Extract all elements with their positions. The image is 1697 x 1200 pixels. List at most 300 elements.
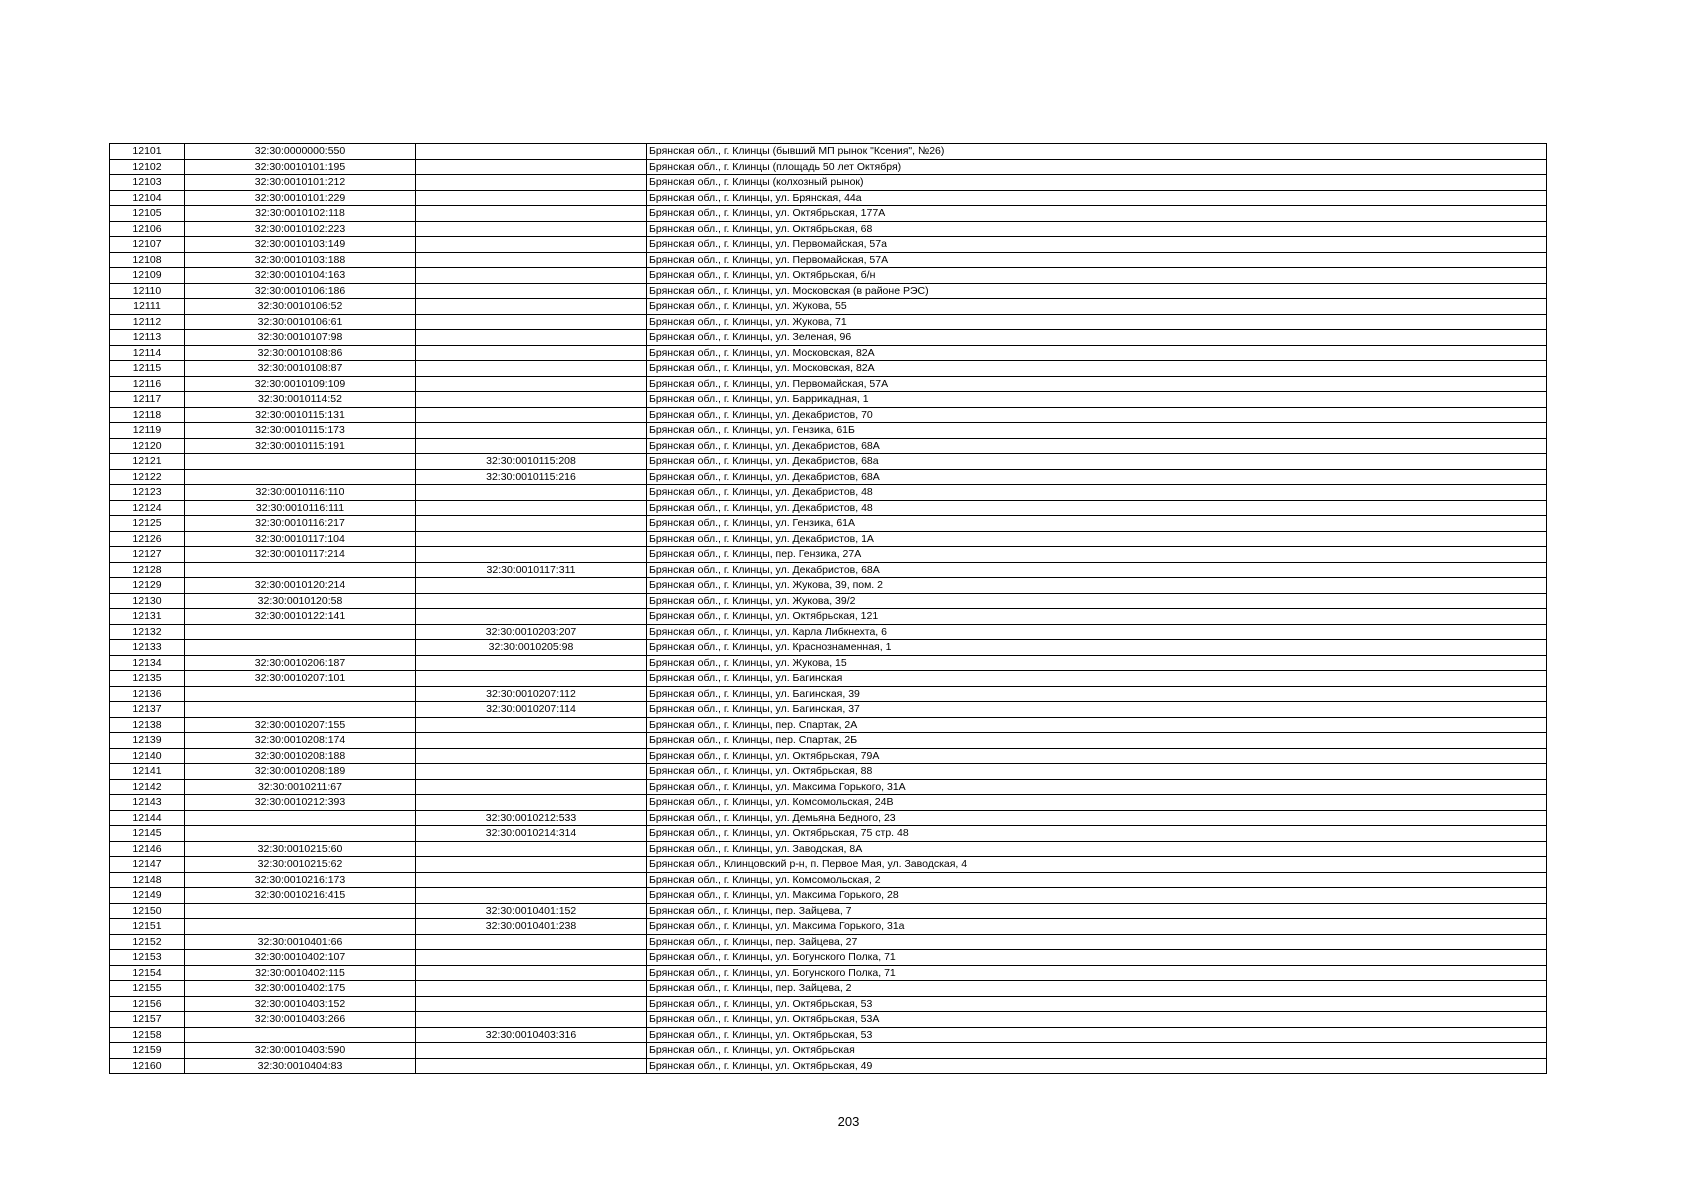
table-row: [110, 547, 1547, 563]
table-row: [110, 314, 1547, 330]
row-number-cell: 12104: [110, 190, 185, 206]
address-cell: Брянская обл., г. Клинцы, ул. Жукова, 39, пом. 2: [647, 578, 1547, 594]
cadastral-number-cell: 32:30:0010212:393: [185, 795, 416, 811]
table-row: [110, 950, 1547, 966]
cadastral-number-alt-cell: [416, 330, 647, 346]
cadastral-number-alt-cell: [416, 872, 647, 888]
address-cell: Брянская обл., г. Клинцы, ул. Октябрьская, 68: [647, 221, 1547, 237]
cadastral-number-alt-cell: [416, 144, 647, 160]
cadastral-number-alt-cell: [416, 934, 647, 950]
cadastral-number-cell: 32:30:0010216:415: [185, 888, 416, 904]
table-row: [110, 733, 1547, 749]
address-cell: Брянская обл., г. Клинцы, ул. Декабристов, 68А: [647, 438, 1547, 454]
address-cell: Брянская обл., г. Клинцы, пер. Зайцева, 27: [647, 934, 1547, 950]
table-row: [110, 748, 1547, 764]
address-cell: Брянская обл., г. Клинцы, ул. Жукова, 39/2: [647, 593, 1547, 609]
cadastral-number-cell: 32:30:0010103:188: [185, 252, 416, 268]
cadastral-number-cell: [185, 469, 416, 485]
cadastral-number-cell: 32:30:0010116:110: [185, 485, 416, 501]
table-row: [110, 810, 1547, 826]
cadastral-number-alt-cell: 32:30:0010214:314: [416, 826, 647, 842]
row-number-cell: 12107: [110, 237, 185, 253]
address-cell: Брянская обл., г. Клинцы, ул. Богунского Полка, 71: [647, 950, 1547, 966]
cadastral-number-alt-cell: 32:30:0010115:216: [416, 469, 647, 485]
address-cell: Брянская обл., г. Клинцы, ул. Комсомольская, 24В: [647, 795, 1547, 811]
cadastral-number-alt-cell: [416, 268, 647, 284]
table-row: [110, 919, 1547, 935]
cadastral-number-alt-cell: [416, 159, 647, 175]
cadastral-number-alt-cell: [416, 965, 647, 981]
address-cell: Брянская обл., г. Клинцы, пер. Спартак, 2А: [647, 717, 1547, 733]
cadastral-number-alt-cell: [416, 1058, 647, 1074]
cadastral-number-cell: 32:30:0010208:189: [185, 764, 416, 780]
row-number-cell: 12127: [110, 547, 185, 563]
table-row: [110, 376, 1547, 392]
row-number-cell: 12132: [110, 624, 185, 640]
row-number-cell: 12131: [110, 609, 185, 625]
address-cell: Брянская обл., г. Клинцы, ул. Московская, 82А: [647, 361, 1547, 377]
cadastral-number-cell: 32:30:0010208:174: [185, 733, 416, 749]
cadastral-number-alt-cell: [416, 981, 647, 997]
address-cell: Брянская обл., г. Клинцы, ул. Октябрьская, 79А: [647, 748, 1547, 764]
row-number-cell: 12144: [110, 810, 185, 826]
address-cell: Брянская обл., г. Клинцы, ул. Декабристов, 68а: [647, 454, 1547, 470]
cadastral-number-cell: [185, 562, 416, 578]
cadastral-number-cell: 32:30:0010101:229: [185, 190, 416, 206]
row-number-cell: 12153: [110, 950, 185, 966]
cadastral-number-cell: 32:30:0010107:98: [185, 330, 416, 346]
row-number-cell: 12112: [110, 314, 185, 330]
cadastral-number-cell: 32:30:0010109:109: [185, 376, 416, 392]
cadastral-number-alt-cell: [416, 857, 647, 873]
address-cell: Брянская обл., г. Клинцы, пер. Спартак, 2Б: [647, 733, 1547, 749]
address-cell: Брянская обл., г. Клинцы, ул. Декабристов, 48: [647, 485, 1547, 501]
row-number-cell: 12103: [110, 175, 185, 191]
cadastral-number-cell: [185, 686, 416, 702]
cadastral-number-cell: 32:30:0010116:217: [185, 516, 416, 532]
table-row: [110, 996, 1547, 1012]
cadastral-number-cell: 32:30:0010402:115: [185, 965, 416, 981]
cadastral-number-alt-cell: [416, 779, 647, 795]
cadastral-number-alt-cell: 32:30:0010205:98: [416, 640, 647, 656]
cadastral-number-alt-cell: 32:30:0010212:533: [416, 810, 647, 826]
cadastral-number-alt-cell: [416, 733, 647, 749]
cadastral-number-alt-cell: 32:30:0010207:112: [416, 686, 647, 702]
row-number-cell: 12124: [110, 500, 185, 516]
row-number-cell: 12105: [110, 206, 185, 222]
cadastral-number-cell: [185, 826, 416, 842]
cadastral-number-cell: 32:30:0010106:186: [185, 283, 416, 299]
address-cell: Брянская обл., г. Клинцы, ул. Октябрьская, 121: [647, 609, 1547, 625]
cadastral-number-alt-cell: [416, 671, 647, 687]
cadastral-number-alt-cell: [416, 655, 647, 671]
table-row: [110, 268, 1547, 284]
cadastral-number-alt-cell: [416, 516, 647, 532]
cadastral-number-cell: 32:30:0010108:87: [185, 361, 416, 377]
table-row: [110, 1058, 1547, 1074]
address-cell: Брянская обл., г. Клинцы, ул. Краснознаменная, 1: [647, 640, 1547, 656]
table-row: [110, 857, 1547, 873]
cadastral-number-alt-cell: [416, 950, 647, 966]
address-cell: Брянская обл., г. Клинцы, ул. Зеленая, 96: [647, 330, 1547, 346]
table-row: [110, 469, 1547, 485]
cadastral-number-alt-cell: [416, 376, 647, 392]
row-number-cell: 12121: [110, 454, 185, 470]
address-cell: Брянская обл., г. Клинцы, ул. Октябрьская: [647, 1043, 1547, 1059]
row-number-cell: 12102: [110, 159, 185, 175]
cadastral-number-alt-cell: [416, 283, 647, 299]
address-cell: Брянская обл., г. Клинцы, ул. Декабристов, 68А: [647, 469, 1547, 485]
cadastral-number-cell: 32:30:0010403:590: [185, 1043, 416, 1059]
cadastral-number-cell: [185, 1027, 416, 1043]
address-cell: Брянская обл., г. Клинцы, ул. Карла Либкнехта, 6: [647, 624, 1547, 640]
row-number-cell: 12101: [110, 144, 185, 160]
cadastral-number-alt-cell: [416, 888, 647, 904]
address-cell: Брянская обл., г. Клинцы, ул. Заводская, 8А: [647, 841, 1547, 857]
row-number-cell: 12106: [110, 221, 185, 237]
cadastral-number-cell: 32:30:0010211:67: [185, 779, 416, 795]
row-number-cell: 12142: [110, 779, 185, 795]
table-row: [110, 407, 1547, 423]
cadastral-number-cell: 32:30:0010216:173: [185, 872, 416, 888]
cadastral-number-alt-cell: [416, 593, 647, 609]
row-number-cell: 12135: [110, 671, 185, 687]
row-number-cell: 12119: [110, 423, 185, 439]
cadastral-number-cell: 32:30:0010215:62: [185, 857, 416, 873]
cadastral-number-cell: 32:30:0010207:155: [185, 717, 416, 733]
table-row: [110, 779, 1547, 795]
address-cell: Брянская обл., г. Клинцы, ул. Первомайская, 57а: [647, 237, 1547, 253]
cadastral-number-cell: 32:30:0010114:52: [185, 392, 416, 408]
address-cell: Брянская обл., г. Клинцы, ул. Гензика, 61Б: [647, 423, 1547, 439]
address-cell: Брянская обл., г. Клинцы, ул. Первомайская, 57А: [647, 376, 1547, 392]
table-row: [110, 345, 1547, 361]
row-number-cell: 12118: [110, 407, 185, 423]
row-number-cell: 12143: [110, 795, 185, 811]
cadastral-number-alt-cell: [416, 717, 647, 733]
row-number-cell: 12151: [110, 919, 185, 935]
cadastral-number-alt-cell: [416, 361, 647, 377]
table-row: [110, 221, 1547, 237]
address-cell: Брянская обл., г. Клинцы (бывший МП рынок "Ксения", №26): [647, 144, 1547, 160]
cadastral-number-cell: 32:30:0010104:163: [185, 268, 416, 284]
table-row: [110, 593, 1547, 609]
table-row: [110, 841, 1547, 857]
cadastral-number-cell: 32:30:0000000:550: [185, 144, 416, 160]
table-row: [110, 764, 1547, 780]
cadastral-number-cell: 32:30:0010117:214: [185, 547, 416, 563]
table-row: [110, 562, 1547, 578]
row-number-cell: 12120: [110, 438, 185, 454]
cadastral-number-cell: [185, 640, 416, 656]
cadastral-number-alt-cell: [416, 578, 647, 594]
cadastral-number-alt-cell: 32:30:0010401:152: [416, 903, 647, 919]
row-number-cell: 12158: [110, 1027, 185, 1043]
table-row: [110, 500, 1547, 516]
table-row: [110, 392, 1547, 408]
row-number-cell: 12128: [110, 562, 185, 578]
table-row: [110, 624, 1547, 640]
row-number-cell: 12140: [110, 748, 185, 764]
address-cell: Брянская обл., г. Клинцы, пер. Гензика, 27А: [647, 547, 1547, 563]
address-cell: Брянская обл., г. Клинцы (колхозный рынок): [647, 175, 1547, 191]
row-number-cell: 12126: [110, 531, 185, 547]
cadastral-number-cell: 32:30:0010101:195: [185, 159, 416, 175]
row-number-cell: 12149: [110, 888, 185, 904]
cadastral-number-cell: 32:30:0010101:212: [185, 175, 416, 191]
cadastral-number-cell: 32:30:0010102:118: [185, 206, 416, 222]
table-row: [110, 206, 1547, 222]
table-row: [110, 702, 1547, 718]
row-number-cell: 12139: [110, 733, 185, 749]
cadastral-number-cell: 32:30:0010402:107: [185, 950, 416, 966]
address-cell: Брянская обл., г. Клинцы, ул. Демьяна Бедного, 23: [647, 810, 1547, 826]
row-number-cell: 12113: [110, 330, 185, 346]
cadastral-number-alt-cell: [416, 531, 647, 547]
table-row: [110, 671, 1547, 687]
cadastral-number-cell: 32:30:0010115:131: [185, 407, 416, 423]
row-number-cell: 12117: [110, 392, 185, 408]
cadastral-number-alt-cell: 32:30:0010401:238: [416, 919, 647, 935]
row-number-cell: 12148: [110, 872, 185, 888]
cadastral-number-alt-cell: 32:30:0010117:311: [416, 562, 647, 578]
address-cell: Брянская обл., г. Клинцы, ул. Комсомольская, 2: [647, 872, 1547, 888]
table-row: [110, 516, 1547, 532]
cadastral-number-alt-cell: [416, 221, 647, 237]
table-row: [110, 934, 1547, 950]
cadastral-number-cell: [185, 810, 416, 826]
cadastral-number-cell: 32:30:0010106:61: [185, 314, 416, 330]
row-number-cell: 12111: [110, 299, 185, 315]
address-cell: Брянская обл., г. Клинцы, ул. Октябрьская, 88: [647, 764, 1547, 780]
cadastral-number-alt-cell: [416, 748, 647, 764]
address-cell: Брянская обл., г. Клинцы, ул. Московская, 82А: [647, 345, 1547, 361]
address-cell: Брянская обл., г. Клинцы, ул. Московская (в районе РЭС): [647, 283, 1547, 299]
property-table: [109, 143, 1547, 1074]
table-row: [110, 578, 1547, 594]
row-number-cell: 12150: [110, 903, 185, 919]
row-number-cell: 12160: [110, 1058, 185, 1074]
address-cell: Брянская обл., г. Клинцы, ул. Багинская, 37: [647, 702, 1547, 718]
table-row: [110, 717, 1547, 733]
address-cell: Брянская обл., г. Клинцы, ул. Гензика, 61А: [647, 516, 1547, 532]
property-table-body: [110, 144, 1547, 1074]
cadastral-number-alt-cell: [416, 314, 647, 330]
table-row: [110, 283, 1547, 299]
table-row: [110, 872, 1547, 888]
row-number-cell: 12114: [110, 345, 185, 361]
address-cell: Брянская обл., г. Клинцы, ул. Декабристов, 70: [647, 407, 1547, 423]
row-number-cell: 12116: [110, 376, 185, 392]
cadastral-number-alt-cell: 32:30:0010115:208: [416, 454, 647, 470]
row-number-cell: 12123: [110, 485, 185, 501]
cadastral-number-cell: 32:30:0010402:175: [185, 981, 416, 997]
row-number-cell: 12157: [110, 1012, 185, 1028]
cadastral-number-alt-cell: [416, 996, 647, 1012]
address-cell: Брянская обл., г. Клинцы, ул. Октябрьская, 53А: [647, 1012, 1547, 1028]
address-cell: Брянская обл., г. Клинцы, ул. Декабристов, 1А: [647, 531, 1547, 547]
table-row: [110, 361, 1547, 377]
cadastral-number-cell: 32:30:0010115:191: [185, 438, 416, 454]
row-number-cell: 12130: [110, 593, 185, 609]
address-cell: Брянская обл., г. Клинцы, ул. Жукова, 71: [647, 314, 1547, 330]
address-cell: Брянская обл., г. Клинцы, ул. Максима Горького, 31а: [647, 919, 1547, 935]
cadastral-number-alt-cell: [416, 345, 647, 361]
table-row: [110, 795, 1547, 811]
row-number-cell: 12155: [110, 981, 185, 997]
cadastral-number-alt-cell: [416, 252, 647, 268]
address-cell: Брянская обл., г. Клинцы, ул. Брянская, 44а: [647, 190, 1547, 206]
row-number-cell: 12145: [110, 826, 185, 842]
cadastral-number-cell: 32:30:0010117:104: [185, 531, 416, 547]
cadastral-number-alt-cell: [416, 1043, 647, 1059]
cadastral-number-alt-cell: [416, 609, 647, 625]
cadastral-number-cell: [185, 919, 416, 935]
cadastral-number-cell: 32:30:0010116:111: [185, 500, 416, 516]
cadastral-number-alt-cell: [416, 438, 647, 454]
row-number-cell: 12129: [110, 578, 185, 594]
table-row: [110, 903, 1547, 919]
cadastral-number-cell: 32:30:0010403:152: [185, 996, 416, 1012]
table-row: [110, 423, 1547, 439]
table-row: [110, 981, 1547, 997]
address-cell: Брянская обл., г. Клинцы, ул. Октябрьская, 53: [647, 1027, 1547, 1043]
page-number: 203: [837, 1114, 860, 1129]
cadastral-number-alt-cell: 32:30:0010207:114: [416, 702, 647, 718]
address-cell: Брянская обл., г. Клинцы, ул. Октябрьская, 177А: [647, 206, 1547, 222]
address-cell: Брянская обл., г. Клинцы, ул. Жукова, 55: [647, 299, 1547, 315]
address-cell: Брянская обл., г. Клинцы, ул. Богунского Полка, 71: [647, 965, 1547, 981]
cadastral-number-alt-cell: [416, 1012, 647, 1028]
table-row: [110, 485, 1547, 501]
cadastral-number-cell: [185, 454, 416, 470]
table-row: [110, 888, 1547, 904]
row-number-cell: 12110: [110, 283, 185, 299]
row-number-cell: 12137: [110, 702, 185, 718]
address-cell: Брянская обл., г. Клинцы, ул. Первомайская, 57А: [647, 252, 1547, 268]
address-cell: Брянская обл., г. Клинцы, ул. Октябрьская, 75 стр. 48: [647, 826, 1547, 842]
cadastral-number-cell: [185, 903, 416, 919]
cadastral-number-alt-cell: [416, 547, 647, 563]
cadastral-number-cell: 32:30:0010403:266: [185, 1012, 416, 1028]
address-cell: Брянская обл., г. Клинцы, ул. Жукова, 15: [647, 655, 1547, 671]
cadastral-number-cell: 32:30:0010108:86: [185, 345, 416, 361]
table-row: [110, 252, 1547, 268]
row-number-cell: 12108: [110, 252, 185, 268]
cadastral-number-cell: 32:30:0010401:66: [185, 934, 416, 950]
address-cell: Брянская обл., г. Клинцы, ул. Баррикадная, 1: [647, 392, 1547, 408]
cadastral-number-alt-cell: [416, 764, 647, 780]
address-cell: Брянская обл., г. Клинцы, ул. Декабристов, 68А: [647, 562, 1547, 578]
cadastral-number-cell: 32:30:0010106:52: [185, 299, 416, 315]
cadastral-number-alt-cell: [416, 299, 647, 315]
row-number-cell: 12141: [110, 764, 185, 780]
table-row: [110, 454, 1547, 470]
cadastral-number-alt-cell: [416, 237, 647, 253]
cadastral-number-cell: 32:30:0010208:188: [185, 748, 416, 764]
row-number-cell: 12109: [110, 268, 185, 284]
cadastral-number-alt-cell: [416, 190, 647, 206]
cadastral-number-cell: 32:30:0010207:101: [185, 671, 416, 687]
row-number-cell: 12133: [110, 640, 185, 656]
table-row: [110, 144, 1547, 160]
cadastral-number-alt-cell: [416, 407, 647, 423]
row-number-cell: 12156: [110, 996, 185, 1012]
address-cell: Брянская обл., г. Клинцы, пер. Зайцева, 2: [647, 981, 1547, 997]
cadastral-number-cell: 32:30:0010215:60: [185, 841, 416, 857]
row-number-cell: 12115: [110, 361, 185, 377]
row-number-cell: 12125: [110, 516, 185, 532]
cadastral-number-alt-cell: [416, 423, 647, 439]
address-cell: Брянская обл., г. Клинцы, ул. Багинская: [647, 671, 1547, 687]
table-row: [110, 1027, 1547, 1043]
table-row: [110, 438, 1547, 454]
cadastral-number-cell: [185, 702, 416, 718]
address-cell: Брянская обл., г. Клинцы, ул. Октябрьская, 49: [647, 1058, 1547, 1074]
table-row: [110, 640, 1547, 656]
cadastral-number-alt-cell: [416, 392, 647, 408]
cadastral-number-alt-cell: [416, 500, 647, 516]
table-row: [110, 531, 1547, 547]
cadastral-number-alt-cell: 32:30:0010403:316: [416, 1027, 647, 1043]
address-cell: Брянская обл., г. Клинцы (площадь 50 лет Октября): [647, 159, 1547, 175]
row-number-cell: 12134: [110, 655, 185, 671]
table-row: [110, 175, 1547, 191]
row-number-cell: 12159: [110, 1043, 185, 1059]
table-row: [110, 686, 1547, 702]
cadastral-number-cell: 32:30:0010115:173: [185, 423, 416, 439]
cadastral-number-cell: 32:30:0010103:149: [185, 237, 416, 253]
cadastral-number-cell: 32:30:0010120:214: [185, 578, 416, 594]
table-row: [110, 965, 1547, 981]
cadastral-number-alt-cell: [416, 206, 647, 222]
address-cell: Брянская обл., г. Клинцы, пер. Зайцева, 7: [647, 903, 1547, 919]
cadastral-number-alt-cell: 32:30:0010203:207: [416, 624, 647, 640]
row-number-cell: 12136: [110, 686, 185, 702]
row-number-cell: 12122: [110, 469, 185, 485]
cadastral-number-cell: [185, 624, 416, 640]
table-row: [110, 159, 1547, 175]
address-cell: Брянская обл., г. Клинцы, ул. Багинская, 39: [647, 686, 1547, 702]
cadastral-number-alt-cell: [416, 485, 647, 501]
cadastral-number-alt-cell: [416, 175, 647, 191]
table-row: [110, 826, 1547, 842]
cadastral-number-cell: 32:30:0010206:187: [185, 655, 416, 671]
table-row: [110, 1043, 1547, 1059]
row-number-cell: 12154: [110, 965, 185, 981]
table-row: [110, 299, 1547, 315]
cadastral-number-alt-cell: [416, 795, 647, 811]
row-number-cell: 12146: [110, 841, 185, 857]
address-cell: Брянская обл., г. Клинцы, ул. Декабристов, 48: [647, 500, 1547, 516]
address-cell: Брянская обл., г. Клинцы, ул. Октябрьская, б/н: [647, 268, 1547, 284]
cadastral-number-cell: 32:30:0010122:141: [185, 609, 416, 625]
cadastral-number-cell: 32:30:0010120:58: [185, 593, 416, 609]
address-cell: Брянская обл., г. Клинцы, ул. Максима Горького, 31А: [647, 779, 1547, 795]
table-row: [110, 609, 1547, 625]
cadastral-number-cell: 32:30:0010404:83: [185, 1058, 416, 1074]
cadastral-number-alt-cell: [416, 841, 647, 857]
table-row: [110, 237, 1547, 253]
address-cell: Брянская обл., Клинцовский р-н, п. Первое Мая, ул. Заводская, 4: [647, 857, 1547, 873]
table-row: [110, 330, 1547, 346]
row-number-cell: 12152: [110, 934, 185, 950]
row-number-cell: 12147: [110, 857, 185, 873]
row-number-cell: 12138: [110, 717, 185, 733]
address-cell: Брянская обл., г. Клинцы, ул. Максима Горького, 28: [647, 888, 1547, 904]
table-row: [110, 190, 1547, 206]
address-cell: Брянская обл., г. Клинцы, ул. Октябрьская, 53: [647, 996, 1547, 1012]
